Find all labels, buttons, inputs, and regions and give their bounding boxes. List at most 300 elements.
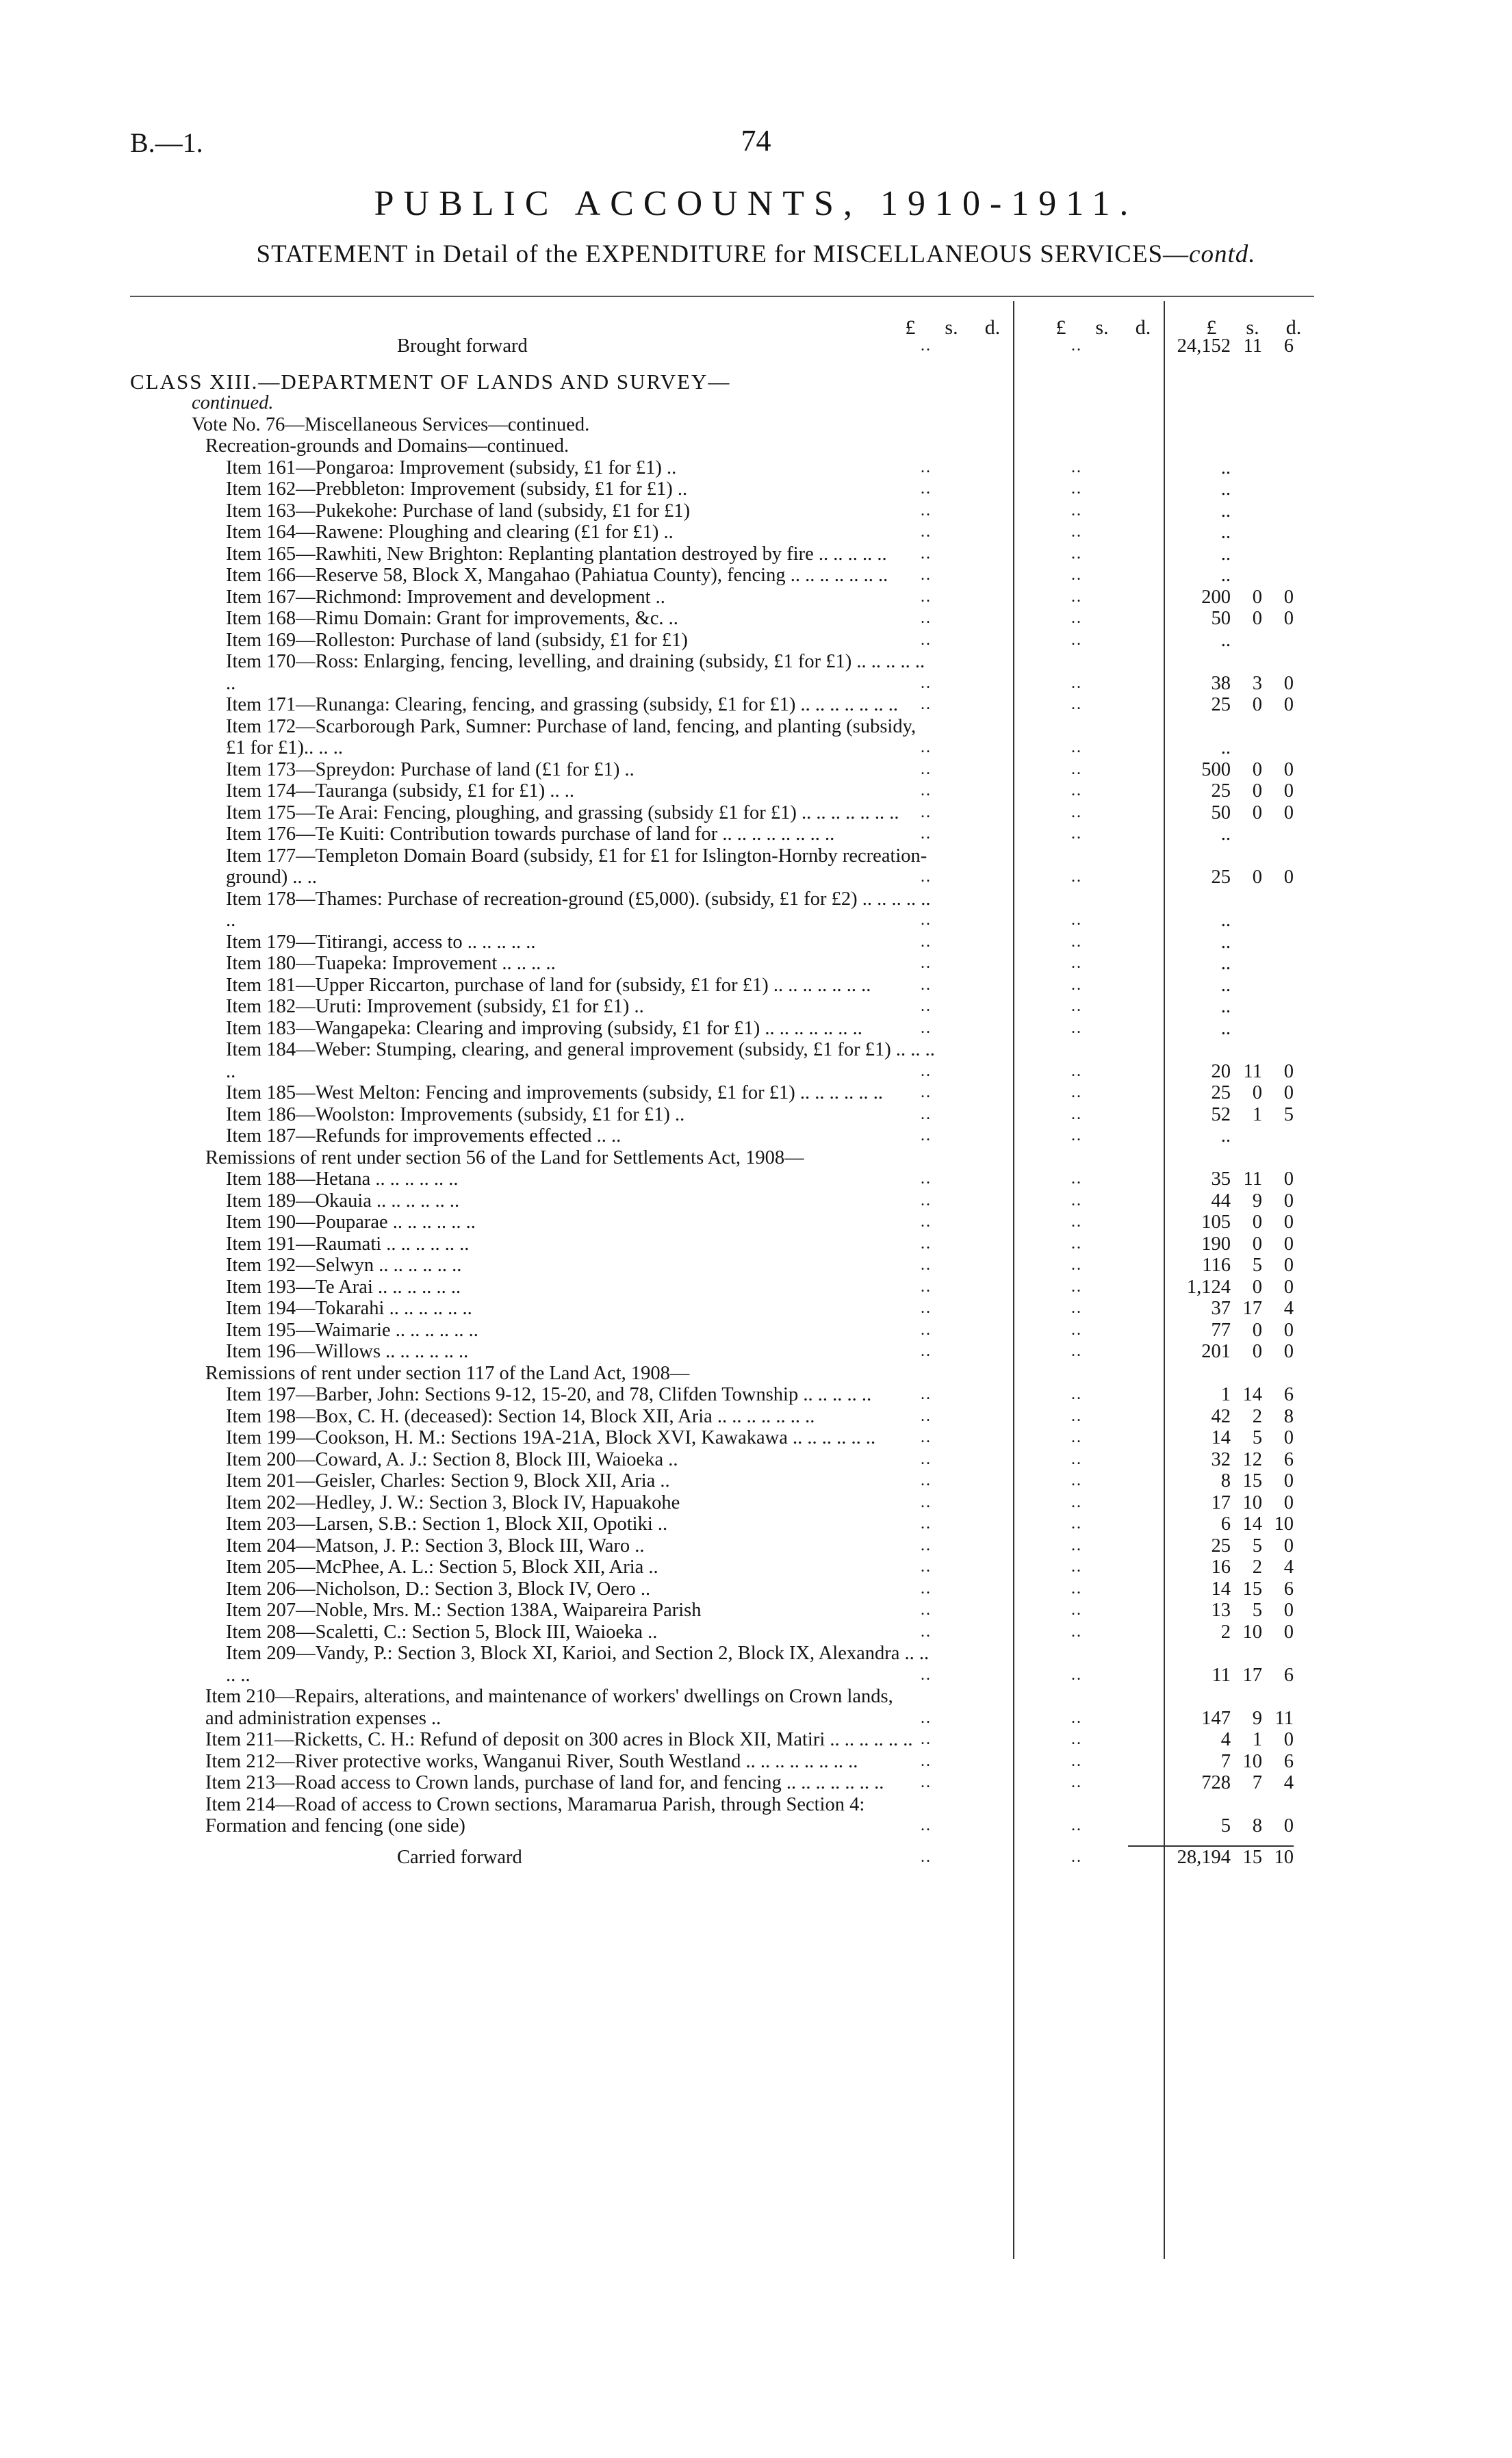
- amount-shillings: 5: [1252, 1535, 1262, 1557]
- dots-marker: ..: [1071, 1774, 1082, 1791]
- item-amount: [1128, 975, 1294, 997]
- table-row: [130, 1212, 1314, 1233]
- dots-marker: ..: [921, 868, 932, 886]
- dots-marker: ..: [921, 544, 932, 563]
- dots-marker: ..: [1071, 544, 1082, 563]
- amount-shillings: 17: [1242, 1298, 1262, 1319]
- item-amount: [1128, 1751, 1294, 1773]
- item-amount: [1128, 1341, 1294, 1363]
- dots-marker: ..: [921, 523, 932, 541]
- dots-marker: ..: [1071, 1256, 1082, 1274]
- item-amount: [1128, 1708, 1294, 1730]
- amount-pounds: 105: [1201, 1212, 1231, 1233]
- dots-marker: ..: [1071, 868, 1082, 886]
- dots-marker: ..: [1071, 1191, 1082, 1209]
- empty-amount-marker: ..: [1220, 974, 1231, 996]
- amount-pounds: 44: [1211, 1190, 1231, 1212]
- dots-marker: ..: [1071, 1708, 1082, 1727]
- empty-amount-marker: ..: [1220, 996, 1231, 1017]
- dots-marker: ..: [921, 782, 932, 799]
- empty-amount-marker: ..: [1220, 1125, 1231, 1147]
- remissions-heading-1: Remissions of rent under section 56 of the Land for Settlements Act, 1908—: [205, 1147, 804, 1168]
- page-number: 74: [741, 124, 771, 157]
- dots-marker: ..: [1071, 1019, 1082, 1037]
- dots-marker: ..: [1071, 1320, 1082, 1339]
- dots-marker: ..: [921, 609, 932, 627]
- item-description: Item 175—Te Arai: Fencing, ploughing, and grassing (subsidy £1 for £1) .. .. .. .. .. .. ..: [226, 802, 899, 823]
- dots-marker: ..: [921, 1665, 932, 1684]
- item-description: Item 207—Noble, Mrs. M.: Section 138A, Waipareira Parish: [226, 1600, 702, 1621]
- amount-shillings: 0: [1252, 1212, 1262, 1233]
- dots-marker: ..: [1071, 501, 1082, 520]
- empty-amount-marker: ..: [1220, 737, 1231, 758]
- empty-amount-marker: ..: [1220, 823, 1231, 845]
- amount-pence: 0: [1283, 1319, 1294, 1341]
- amount-pence: 5: [1283, 1103, 1294, 1125]
- remissions-group-1: [130, 1168, 1314, 1363]
- amount-shillings: 1: [1252, 1103, 1262, 1125]
- empty-amount-marker: ..: [1220, 910, 1231, 931]
- amount-shillings: 2: [1252, 1405, 1262, 1427]
- amount-pounds: 42: [1211, 1405, 1231, 1427]
- item-amount: [1128, 910, 1294, 932]
- amount-shillings: 14: [1242, 1513, 1262, 1535]
- amount-shillings: 0: [1252, 780, 1262, 802]
- amount-pence: 10: [1274, 1846, 1294, 1868]
- item-amount: [1128, 1320, 1294, 1342]
- carried-forward-label: Carried forward: [397, 1846, 522, 1868]
- dots-marker: ..: [1071, 523, 1082, 541]
- item-amount: [1128, 1255, 1294, 1277]
- item-description: Item 179—Titirangi, access to .. .. .. .. ..: [226, 931, 536, 953]
- amount-shillings: 15: [1242, 1578, 1262, 1600]
- dots-marker: ..: [1071, 1817, 1082, 1834]
- dots-marker: ..: [1071, 1062, 1082, 1080]
- table-row: [130, 565, 1314, 587]
- item-amount: [1128, 1513, 1294, 1535]
- empty-amount-marker: ..: [1220, 500, 1231, 522]
- dots-marker: ..: [1071, 695, 1082, 713]
- amount-pounds: 11: [1212, 1664, 1231, 1686]
- table-row: [130, 1341, 1314, 1363]
- item-amount: [1128, 1622, 1294, 1643]
- amount-pounds: 2: [1220, 1621, 1231, 1643]
- amount-pence: 0: [1283, 1621, 1294, 1643]
- table-row: [130, 1794, 1314, 1837]
- amount-shillings: 14: [1242, 1384, 1262, 1405]
- recreation-heading: Recreation-grounds and Domains—continued.: [205, 435, 569, 457]
- table-row: [130, 1125, 1314, 1147]
- unit-shillings: s.: [945, 316, 958, 339]
- table-row: [130, 823, 1314, 845]
- amount-pence: 0: [1283, 1255, 1294, 1276]
- statement-table: [130, 335, 1314, 1868]
- item-description: Item 197—Barber, John: Sections 9-12, 15-20, and 78, Clifden Township .. .. .. .. ..: [226, 1384, 872, 1405]
- unit-pence: d.: [1285, 316, 1302, 339]
- amount-shillings: 0: [1252, 1082, 1262, 1103]
- table-row: [130, 500, 1314, 522]
- dots-marker: ..: [1071, 911, 1082, 929]
- table-row: [130, 1082, 1314, 1104]
- item-description: Item 161—Pongaroa: Improvement (subsidy, £1 for £1) ..: [226, 457, 677, 478]
- dots-marker: ..: [921, 954, 932, 972]
- dots-marker: ..: [1071, 1847, 1082, 1866]
- amount-shillings: 0: [1252, 608, 1262, 629]
- amount-pounds: 32: [1211, 1448, 1231, 1470]
- amount-shillings: 11: [1243, 335, 1262, 357]
- amount-pounds: 7: [1220, 1750, 1231, 1772]
- amount-pounds: 13: [1211, 1600, 1231, 1621]
- table-row: [130, 630, 1314, 652]
- dots-marker: ..: [1071, 1213, 1082, 1231]
- item-description: Item 166—Reserve 58, Block X, Mangahao (Pahiatua County), fencing .. .. .. .. .. .. ..: [226, 565, 888, 586]
- amount-pence: 0: [1283, 1815, 1294, 1836]
- item-description: Item 192—Selwyn .. .. .. .. .. ..: [226, 1255, 462, 1276]
- amount-pence: 0: [1283, 1212, 1294, 1233]
- table-row: [130, 1751, 1314, 1773]
- dots-marker: ..: [1071, 1601, 1082, 1619]
- amount-pence: 0: [1283, 758, 1294, 780]
- empty-amount-marker: ..: [1220, 457, 1231, 478]
- item-amount: [1128, 1406, 1294, 1428]
- dots-marker: ..: [1071, 1084, 1082, 1101]
- dots-marker: ..: [921, 1320, 932, 1339]
- item-description: Item 196—Willows .. .. .. .. .. ..: [226, 1341, 469, 1362]
- amount-shillings: 17: [1242, 1664, 1262, 1686]
- amount-pence: 0: [1283, 1233, 1294, 1255]
- amount-pounds: 1: [1220, 1384, 1231, 1405]
- amount-shillings: 0: [1252, 1276, 1262, 1298]
- item-description: Item 185—West Melton: Fencing and improvements (subsidy, £1 for £1) .. .. .. .. .. ..: [226, 1082, 883, 1103]
- item-amount: [1128, 1384, 1294, 1406]
- amount-pence: 6: [1283, 335, 1294, 357]
- dots-marker: ..: [921, 1450, 932, 1468]
- dots-marker: ..: [921, 1170, 932, 1188]
- item-description: Item 214—Road of access to Crown sections, Maramarua Parish, through Section 4: Formation and fencing (one side): [205, 1793, 865, 1836]
- table-row: [130, 1018, 1314, 1040]
- item-description: Item 174—Tauranga (subsidy, £1 for £1) .. ..: [226, 780, 575, 802]
- amount-pence: 6: [1283, 1384, 1294, 1405]
- dots-marker: ..: [1071, 1299, 1082, 1317]
- dots-marker: ..: [1071, 739, 1082, 756]
- item-amount: [1128, 1815, 1294, 1837]
- amount-pence: 0: [1283, 1341, 1294, 1362]
- item-amount: [1128, 587, 1294, 609]
- item-amount: [1128, 1449, 1294, 1471]
- amount-pounds: 5: [1220, 1815, 1231, 1836]
- class-heading-cont: continued.: [192, 392, 274, 413]
- amount-pounds: 1,124: [1186, 1276, 1231, 1298]
- dots-marker: ..: [921, 1105, 932, 1123]
- dots-marker: ..: [1071, 1105, 1082, 1123]
- dots-marker: ..: [921, 1774, 932, 1791]
- amount-pounds: 25: [1211, 694, 1231, 715]
- item-amount: [1128, 737, 1294, 759]
- amount-pounds: 20: [1211, 1060, 1231, 1082]
- amount-pence: 0: [1283, 1190, 1294, 1212]
- table-row: [130, 1622, 1314, 1643]
- item-amount: [1128, 500, 1294, 522]
- dots-marker: ..: [1071, 1385, 1082, 1403]
- amount-pounds: 77: [1211, 1319, 1231, 1341]
- dots-marker: ..: [1071, 1579, 1082, 1598]
- item-amount: [1128, 1212, 1294, 1233]
- amount-pence: 0: [1283, 1492, 1294, 1513]
- dots-marker: ..: [921, 932, 932, 951]
- dots-marker: ..: [1071, 1752, 1082, 1770]
- amount-pounds: 52: [1211, 1103, 1231, 1125]
- remissions-heading-2: Remissions of rent under section 117 of the Land Act, 1908—: [205, 1362, 690, 1384]
- dots-marker: ..: [1071, 609, 1082, 627]
- dots-marker: ..: [1071, 803, 1082, 821]
- dots-marker: ..: [1071, 1429, 1082, 1446]
- item-description: Item 194—Tokarahi .. .. .. .. .. ..: [226, 1298, 472, 1319]
- dots-marker: ..: [921, 1601, 932, 1619]
- amount-pounds: 6: [1220, 1513, 1231, 1535]
- amount-shillings: 11: [1243, 1168, 1262, 1190]
- dots-marker: ..: [921, 1407, 932, 1425]
- dots-marker: ..: [921, 1213, 932, 1231]
- dots-marker: ..: [1071, 997, 1082, 1015]
- page-subtitle: [0, 240, 1512, 269]
- table-row: [130, 932, 1314, 953]
- table-row: [130, 802, 1314, 824]
- amount-pounds: 50: [1211, 608, 1231, 629]
- amount-pounds: 116: [1202, 1255, 1231, 1276]
- item-amount: [1128, 1600, 1294, 1622]
- item-description: Item 205—McPhee, A. L.: Section 5, Block XII, Aria ..: [226, 1557, 658, 1578]
- item-amount: [1128, 565, 1294, 587]
- dots-marker: ..: [921, 1299, 932, 1317]
- amount-shillings: 10: [1242, 1492, 1262, 1513]
- item-description: Item 173—Spreydon: Purchase of land (£1 for £1) ..: [226, 758, 635, 780]
- dots-marker: ..: [921, 1515, 932, 1533]
- unit-pence: d.: [984, 316, 1001, 339]
- amount-pounds: 28,194: [1177, 1846, 1231, 1868]
- item-amount: [1128, 1190, 1294, 1212]
- item-amount: [1128, 1082, 1294, 1104]
- item-description: Item 162—Prebbleton: Improvement (subsidy, £1 for £1) ..: [226, 478, 688, 500]
- table-row: [130, 1772, 1314, 1794]
- item-amount: [1128, 1729, 1294, 1751]
- page-ref: B.—1.: [130, 127, 203, 158]
- table-row: [130, 457, 1314, 479]
- item-description: Item 208—Scaletti, C.: Section 5, Block III, Waioeka ..: [226, 1621, 658, 1643]
- dots-marker: ..: [921, 1385, 932, 1403]
- amount-pounds: 147: [1201, 1707, 1231, 1729]
- dots-marker: ..: [921, 803, 932, 821]
- dots-marker: ..: [921, 739, 932, 756]
- item-amount: [1128, 522, 1294, 543]
- item-description: Item 210—Repairs, alterations, and maintenance of workers' dwellings on Crown lands, and administration expenses ..: [205, 1686, 893, 1729]
- amount-shillings: 10: [1242, 1750, 1262, 1772]
- dots-marker: ..: [1071, 1622, 1082, 1641]
- amount-pounds: 728: [1201, 1772, 1231, 1793]
- carried-forward-row: [130, 1847, 1314, 1869]
- item-amount: [1128, 543, 1294, 565]
- dots-marker: ..: [921, 825, 932, 843]
- dots-marker: ..: [921, 1191, 932, 1209]
- amount-pence: 0: [1283, 586, 1294, 608]
- empty-amount-marker: ..: [1220, 565, 1231, 586]
- dots-marker: ..: [1071, 1536, 1082, 1554]
- table-row: [130, 759, 1314, 781]
- empty-amount-marker: ..: [1220, 543, 1231, 565]
- amount-pence: 4: [1283, 1298, 1294, 1319]
- amount-shillings: 11: [1243, 1060, 1262, 1082]
- item-amount: [1128, 953, 1294, 975]
- item-description: Item 190—Pouparae .. .. .. .. .. ..: [226, 1212, 476, 1233]
- dots-marker: ..: [1071, 674, 1082, 692]
- item-amount: [1128, 478, 1294, 500]
- table-row: [130, 1168, 1314, 1190]
- dots-marker: ..: [1071, 1515, 1082, 1533]
- amount-pounds: 500: [1201, 758, 1231, 780]
- amount-pence: 6: [1283, 1750, 1294, 1772]
- item-description: Item 184—Weber: Stumping, clearing, and general improvement (subsidy, £1 for £1) .. .. .. ..: [226, 1039, 935, 1082]
- amount-pence: 6: [1283, 1448, 1294, 1470]
- final-items-group: [130, 1686, 1314, 1837]
- table-row: [130, 1600, 1314, 1622]
- dots-marker: ..: [921, 1558, 932, 1576]
- amount-shillings: 9: [1252, 1707, 1262, 1729]
- dots-marker: ..: [1071, 1493, 1082, 1511]
- table-row: [130, 780, 1314, 802]
- item-amount: [1128, 867, 1294, 888]
- table-row: [130, 953, 1314, 975]
- item-description: Item 206—Nicholson, D.: Section 3, Block IV, Oero ..: [226, 1578, 651, 1600]
- amount-pounds: 200: [1201, 586, 1231, 608]
- item-amount: [1128, 1125, 1294, 1147]
- table-row: [130, 996, 1314, 1018]
- item-description: Item 168—Rimu Domain: Grant for improvements, &c. ..: [226, 608, 678, 629]
- table-row: [130, 1384, 1314, 1406]
- item-description: Item 176—Te Kuiti: Contribution towards purchase of land for .. .. .. .. .. .. .. ..: [226, 823, 835, 845]
- table-row: [130, 478, 1314, 500]
- item-amount: [1128, 630, 1294, 652]
- dots-marker: ..: [1071, 1730, 1082, 1748]
- unit-shillings: s.: [1246, 316, 1259, 339]
- table-row: [130, 694, 1314, 716]
- dots-marker: ..: [921, 566, 932, 584]
- table-row: [130, 845, 1314, 888]
- table-row: [130, 1298, 1314, 1320]
- item-amount: [1128, 780, 1294, 802]
- amount-pence: 4: [1283, 1557, 1294, 1578]
- item-description: Item 180—Tuapeka: Improvement .. .. .. ..: [226, 953, 556, 974]
- item-description: Item 182—Uruti: Improvement (subsidy, £1 for £1) ..: [226, 996, 644, 1017]
- item-description: Item 195—Waimarie .. .. .. .. .. ..: [226, 1319, 478, 1341]
- item-description: Item 186—Woolston: Improvements (subsidy, £1 for £1) ..: [226, 1103, 685, 1125]
- empty-amount-marker: ..: [1220, 931, 1231, 953]
- amount-shillings: 0: [1252, 1233, 1262, 1255]
- dots-marker: ..: [921, 480, 932, 498]
- item-amount: [1128, 802, 1294, 824]
- table-row: [130, 587, 1314, 609]
- item-description: Item 201—Geisler, Charles: Section 9, Block XII, Aria ..: [226, 1470, 670, 1492]
- dots-marker: ..: [1071, 760, 1082, 778]
- dots-marker: ..: [1071, 566, 1082, 584]
- item-amount: [1128, 1427, 1294, 1449]
- item-description: Item 199—Cookson, H. M.: Sections 19A-21A, Block XVI, Kawakawa .. .. .. .. .. ..: [226, 1427, 876, 1448]
- table-row: [130, 1190, 1314, 1212]
- dots-marker: ..: [921, 997, 932, 1015]
- amount-shillings: 2: [1252, 1557, 1262, 1578]
- unit-pounds: £: [1206, 316, 1217, 339]
- amount-shillings: 0: [1252, 1341, 1262, 1362]
- dots-marker: ..: [921, 1472, 932, 1489]
- vote-heading: Vote No. 76—Miscellaneous Services—continued.: [192, 413, 590, 435]
- amount-pence: 0: [1283, 1276, 1294, 1298]
- amount-pounds: 25: [1211, 1535, 1231, 1557]
- dots-marker: ..: [921, 695, 932, 713]
- item-description: Item 163—Pukekohe: Purchase of land (subsidy, £1 for £1): [226, 500, 691, 522]
- item-description: Item 193—Te Arai .. .. .. .. .. ..: [226, 1276, 461, 1298]
- table-row: [130, 888, 1314, 932]
- table-row: [130, 1320, 1314, 1342]
- amount-pounds: 25: [1211, 1082, 1231, 1103]
- amount-pounds: 8: [1220, 1470, 1231, 1492]
- item-amount: [1128, 1557, 1294, 1578]
- brought-forward-label: Brought forward: [397, 335, 528, 357]
- dots-marker: ..: [1071, 1472, 1082, 1489]
- item-amount: [1128, 1018, 1294, 1040]
- table-row: [130, 1449, 1314, 1471]
- amount-pounds: 17: [1211, 1492, 1231, 1513]
- table-row: [130, 651, 1314, 694]
- item-amount: [1128, 1470, 1294, 1492]
- amount-pounds: 50: [1211, 802, 1231, 823]
- amount-pounds: 201: [1201, 1341, 1231, 1362]
- dots-marker: ..: [1071, 1342, 1082, 1360]
- item-description: Item 188—Hetana .. .. .. .. .. ..: [226, 1168, 459, 1190]
- item-amount: [1128, 1277, 1294, 1298]
- amount-shillings: 12: [1242, 1448, 1262, 1470]
- amount-pence: 0: [1283, 1060, 1294, 1082]
- amount-pence: 0: [1283, 802, 1294, 823]
- dots-marker: ..: [1071, 480, 1082, 498]
- table-row: [130, 543, 1314, 565]
- item-amount: [1128, 1168, 1294, 1190]
- dots-marker: ..: [1071, 932, 1082, 951]
- item-description: Item 187—Refunds for improvements effected .. ..: [226, 1125, 622, 1147]
- item-description: Item 191—Raumati .. .. .. .. .. ..: [226, 1233, 470, 1255]
- dots-marker: ..: [921, 1084, 932, 1101]
- item-amount: [1128, 1298, 1294, 1320]
- dots-marker: ..: [1071, 587, 1082, 606]
- amount-shillings: 10: [1242, 1621, 1262, 1643]
- amount-pounds: 37: [1211, 1298, 1231, 1319]
- dots-marker: ..: [921, 1062, 932, 1080]
- item-amount: [1128, 673, 1294, 695]
- amount-pence: 0: [1283, 608, 1294, 629]
- amount-shillings: 5: [1252, 1255, 1262, 1276]
- item-description: Item 200—Coward, A. J.: Section 8, Block III, Waioeka ..: [226, 1448, 678, 1470]
- item-amount: [1128, 457, 1294, 479]
- dots-marker: ..: [1071, 458, 1082, 476]
- dots-marker: ..: [1071, 1127, 1082, 1144]
- brought-forward-amount: [1128, 335, 1294, 357]
- item-amount: [1128, 1535, 1294, 1557]
- table-row: [130, 975, 1314, 997]
- item-description: Item 171—Runanga: Clearing, fencing, and grassing (subsidy, £1 for £1) .. .. .. .. .. .. ..: [226, 694, 899, 715]
- item-description: Item 213—Road access to Crown lands, purchase of land for, and fencing .. .. .. .. .. .. ..: [205, 1772, 884, 1793]
- item-amount: [1128, 1061, 1294, 1083]
- amount-shillings: 15: [1242, 1470, 1262, 1492]
- item-amount: [1128, 759, 1294, 781]
- item-description: Item 178—Thames: Purchase of recreation-ground (£5,000). (subsidy, £1 for £2) .. .. .. .. .. ..: [226, 888, 931, 931]
- item-description: Item 212—River protective works, Wanganui River, South Westland .. .. .. .. .. .. .. ..: [205, 1750, 858, 1772]
